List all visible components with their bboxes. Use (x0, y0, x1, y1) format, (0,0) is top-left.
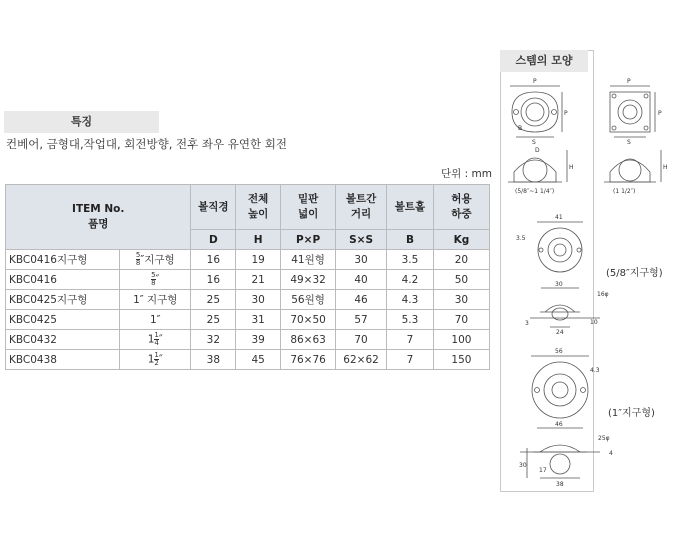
unit-label: 단위 : mm (441, 168, 492, 180)
cell-kg: 150 (433, 350, 489, 370)
round-flange-large (520, 356, 600, 478)
cell-p: 49×32 (281, 270, 336, 290)
header-bolt-distance: 볼트간 거리 (336, 185, 387, 230)
ball-side-view-b (604, 150, 661, 182)
dim-16phi: 16φ (597, 291, 609, 298)
dim-4: 4 (609, 450, 613, 457)
item-size: 1″ (120, 310, 191, 330)
dim-p: P (533, 78, 537, 85)
item-name: KBC0425지구형 (6, 290, 120, 310)
cell-h: 45 (236, 350, 281, 370)
header-load: 허용 하중 (433, 185, 489, 230)
dim-41: 41 (555, 214, 563, 221)
symbol-sxs: S×S (336, 230, 387, 250)
cell-kg: 20 (433, 250, 489, 270)
dim-b: B (518, 125, 523, 132)
item-name: KBC0416 (6, 270, 120, 290)
cell-d: 38 (191, 350, 236, 370)
cell-b: 7 (387, 350, 434, 370)
item-name: KBC0416지구형 (6, 250, 120, 270)
header-bolt-hole: 볼트홀 (387, 185, 434, 230)
item-name: KBC0438 (6, 350, 120, 370)
item-header-sub: 품명 (88, 218, 109, 230)
cell-p: 41원형 (281, 250, 336, 270)
dim-h: H (569, 164, 574, 171)
item-size: 1 $\frac{1}{4}$ ″ (120, 330, 191, 350)
dim-h2: H (663, 164, 668, 171)
dim-3-5: 3.5 (516, 235, 526, 242)
dim-s2: S (627, 139, 631, 146)
dim-56: 56 (555, 348, 563, 355)
dim-3: 3 (525, 320, 529, 327)
header-height: 전체 높이 (236, 185, 281, 230)
cell-d: 25 (191, 310, 236, 330)
dim-30: 30 (555, 281, 563, 288)
cell-b: 4.2 (387, 270, 434, 290)
cell-b: 3.5 (387, 250, 434, 270)
item-size: $\frac{5}{8}$ ″지구형 (120, 250, 191, 270)
dim-24: 24 (556, 329, 564, 336)
cell-s: 57 (336, 310, 387, 330)
cell-s: 62×62 (336, 350, 387, 370)
cell-d: 16 (191, 270, 236, 290)
cell-s: 30 (336, 250, 387, 270)
cell-h: 39 (236, 330, 281, 350)
item-header-label: ITEM No. (72, 203, 125, 215)
symbol-b: B (387, 230, 434, 250)
item-size: $\frac{5}{8}$ ″ (120, 270, 191, 290)
cell-p: 76×76 (281, 350, 336, 370)
dim-d: D (535, 147, 540, 154)
dim-4-3: 4.3 (590, 367, 600, 374)
cell-kg: 100 (433, 330, 489, 350)
cell-b: 4.3 (387, 290, 434, 310)
cell-h: 31 (236, 310, 281, 330)
dim-25phi: 25φ (598, 435, 610, 442)
header-diameter: 볼직경 (191, 185, 236, 230)
dim-46: 46 (555, 421, 563, 428)
feature-title: 특징 (70, 115, 93, 128)
symbol-h: H (236, 230, 281, 250)
cell-kg: 70 (433, 310, 489, 330)
label-small-stem: (5/8″지구형) (606, 268, 663, 279)
dim-10: 10 (590, 319, 598, 326)
dim-p-side: P (564, 110, 568, 117)
cell-d: 32 (191, 330, 236, 350)
cell-s: 70 (336, 330, 387, 350)
header-base: 밑판 넓이 (281, 185, 336, 230)
cell-s: 46 (336, 290, 387, 310)
dim-p2-side: P (658, 110, 662, 117)
dim-30-h: 30 (519, 462, 527, 469)
symbol-kg: Kg (433, 230, 489, 250)
flange-top-view-square (610, 86, 655, 137)
symbol-pxp: P×P (281, 230, 336, 250)
cell-d: 25 (191, 290, 236, 310)
cell-p: 56원형 (281, 290, 336, 310)
cell-b: 7 (387, 330, 434, 350)
feature-description: 컨베어, 금형대,작업대, 회전방향, 전후 좌우 유연한 회전 (6, 137, 287, 151)
cell-p: 86×63 (281, 330, 336, 350)
dim-38: 38 (556, 481, 564, 488)
item-name: KBC0425 (6, 310, 120, 330)
symbol-d: D (191, 230, 236, 250)
ball-side-view-a (508, 150, 567, 182)
item-size: 1″ 지구형 (120, 290, 191, 310)
cell-b: 5.3 (387, 310, 434, 330)
caption-b: (1 1/2″) (613, 188, 636, 195)
round-flange-small (530, 222, 600, 327)
stem-title: 스템의 모양 (515, 54, 573, 67)
cell-d: 16 (191, 250, 236, 270)
cell-h: 19 (236, 250, 281, 270)
item-size: 1 $\frac{1}{2}$ ″ (120, 350, 191, 370)
dim-p2: P (627, 78, 631, 85)
cell-h: 30 (236, 290, 281, 310)
dim-17: 17 (539, 467, 547, 474)
cell-s: 40 (336, 270, 387, 290)
cell-h: 21 (236, 270, 281, 290)
cell-kg: 50 (433, 270, 489, 290)
cell-kg: 30 (433, 290, 489, 310)
cell-p: 70×50 (281, 310, 336, 330)
caption-a: (5/8″~1 1/4″) (515, 188, 555, 195)
item-name: KBC0432 (6, 330, 120, 350)
dim-s: S (532, 139, 536, 146)
label-large-stem: (1″지구형) (608, 408, 655, 419)
